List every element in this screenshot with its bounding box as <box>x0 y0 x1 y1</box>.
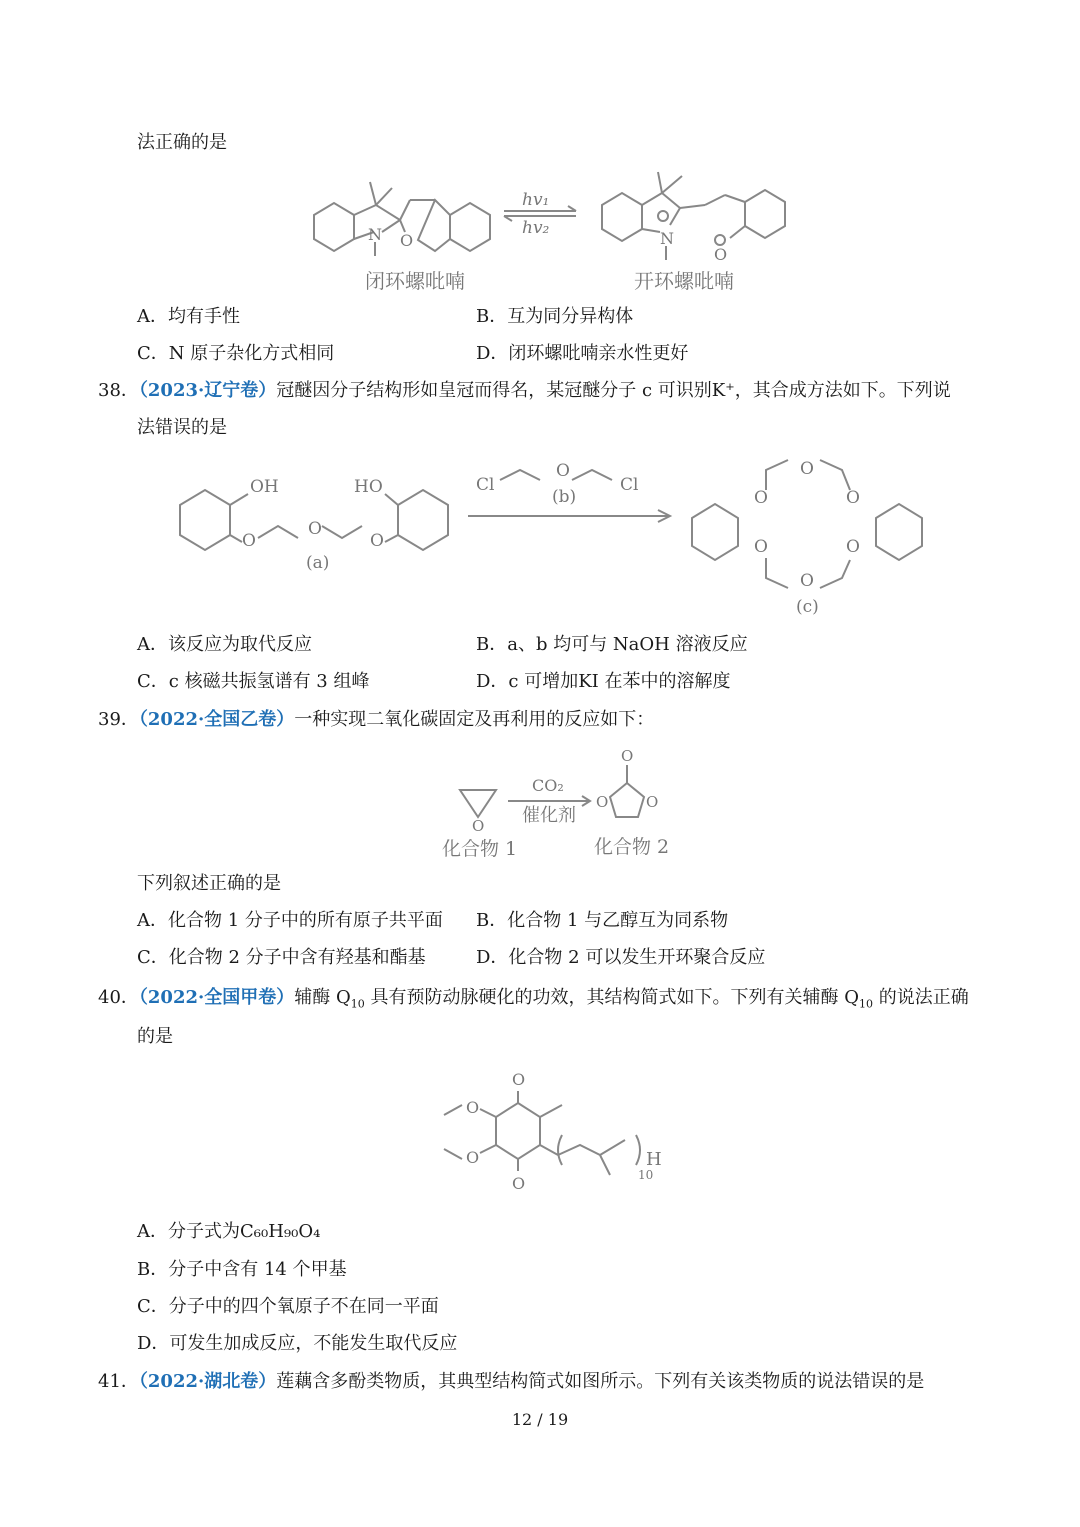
closed-caption: 闭环螺吡喃 <box>365 269 465 293</box>
benzene-ring-open <box>602 193 642 241</box>
atom-o-closed: O <box>400 231 414 250</box>
q40-option-d: D．可发生加成反应，不能发生取代反应 <box>137 1333 458 1354</box>
question-source: （2022·全国乙卷） <box>138 709 295 730</box>
q40-option-c: C．分子中的四个氧原子不在同一平面 <box>137 1296 439 1317</box>
epoxide-ring <box>460 790 496 817</box>
question-source: （2022·湖北卷） <box>138 1371 277 1392</box>
crown-benzene-right <box>876 504 922 560</box>
svg-text:O: O <box>846 488 860 508</box>
question-40-line2: 的是 <box>137 1026 173 1047</box>
svg-text:O: O <box>512 1070 526 1089</box>
arrow-top-label: hv₁ <box>522 190 550 210</box>
svg-text:O: O <box>512 1174 526 1193</box>
compound-2-caption: 化合物 2 <box>594 836 670 858</box>
q37-option-d: D．闭环螺吡喃亲水性更好 <box>476 343 689 364</box>
svg-text:O: O <box>308 519 322 539</box>
q37-option-c: C．N 原子杂化方式相同 <box>137 343 335 364</box>
q39-option-d: D．化合物 2 可以发生开环聚合反应 <box>476 947 766 968</box>
svg-text:O: O <box>370 531 384 551</box>
crown-benzene-left <box>692 504 738 560</box>
q37-option-b: B．互为同分异构体 <box>476 306 634 327</box>
quinone-ring <box>496 1103 540 1159</box>
question-number: 38． <box>98 380 139 401</box>
question-41 <box>98 1370 924 1394</box>
carbonate-ring <box>610 783 644 817</box>
q38-option-b: B．a、b 均可与 NaOH 溶液反应 <box>476 634 748 655</box>
question-number: 39． <box>98 709 139 730</box>
question-text: 一种实现二氧化碳固定及再利用的反应如下： <box>294 709 655 730</box>
q38-option-d: D．c 可增加KI 在苯中的溶解度 <box>476 671 731 692</box>
arrow-bottom-label: hv₂ <box>522 218 550 238</box>
q40-option-a: A．分子式为C₆₀H₉₀O₄ <box>137 1221 321 1242</box>
catechol-ring-right <box>398 490 448 550</box>
repeat-count: 10 <box>638 1168 654 1182</box>
label-a: (a) <box>306 553 330 573</box>
oh-label: OH <box>250 477 279 497</box>
question-text: 莲藕含多酚类物质，其典型结构简式如图所示。下列有关该类物质的说法错误的是 <box>276 1371 925 1392</box>
coenzyme-q10-figure <box>440 1065 680 1195</box>
svg-text:O: O <box>754 488 768 508</box>
question-number: 40． <box>98 987 139 1008</box>
svg-text:O: O <box>472 817 485 835</box>
svg-text:O: O <box>800 571 814 591</box>
label-b: (b) <box>552 487 577 507</box>
atom-o-open: O <box>714 245 728 264</box>
svg-text:O: O <box>846 537 860 557</box>
svg-text:O: O <box>596 793 609 811</box>
q39-stem: 下列叙述正确的是 <box>137 873 281 894</box>
compound-1-caption: 化合物 1 <box>442 838 518 860</box>
question-source: （2022·全国甲卷） <box>138 987 295 1008</box>
catechol-ring-left <box>180 490 230 550</box>
reagent-label: CO₂ <box>532 776 564 795</box>
atom-n-open: N <box>660 229 674 248</box>
svg-text:O: O <box>646 793 659 811</box>
q39-option-b: B．化合物 1 与乙醇互为同系物 <box>476 910 729 931</box>
q38-option-c: C．c 核磁共振氢谱有 3 组峰 <box>137 671 370 692</box>
atom-n-closed: N <box>368 225 382 244</box>
q39-option-c: C．化合物 2 分子中含有羟基和酯基 <box>137 947 426 968</box>
co2-fixation-figure <box>440 745 690 860</box>
benzene-ring-pyran <box>450 203 490 251</box>
q40-option-b: B．分子中含有 14 个甲基 <box>137 1259 347 1280</box>
ho-label: HO <box>354 477 383 497</box>
q37-option-a: A．均有手性 <box>137 306 240 327</box>
phenoxide-ring <box>745 190 785 238</box>
q38-option-a: A．该反应为取代反应 <box>137 634 312 655</box>
svg-text:O: O <box>754 537 768 557</box>
label-c: (c) <box>796 597 819 617</box>
svg-text:O: O <box>556 461 570 481</box>
spiropyran-figure <box>300 160 820 300</box>
cl-left: Cl <box>476 475 495 495</box>
question-source: （2023·辽宁卷） <box>138 380 277 401</box>
question-37-stem-tail: 法正确的是 <box>137 132 227 153</box>
q39-option-a: A．化合物 1 分子中的所有原子共平面 <box>137 910 443 931</box>
question-40: 40．（2022·全国甲卷）辅酶 $Q_{10}$ 具有预防动脉硬化的功效，其结构简式如下。下列有关辅酶 $Q_{10}$ 的说法正确 <box>98 987 969 1011</box>
svg-text:O: O <box>466 1098 480 1117</box>
open-caption: 开环螺吡喃 <box>634 269 734 293</box>
page-number: 12 / 19 <box>511 1410 569 1429</box>
svg-text:O: O <box>800 459 814 479</box>
question-38-line2: 法错误的是 <box>137 417 227 438</box>
h-label: H <box>646 1149 662 1170</box>
question-number: 41． <box>98 1371 139 1392</box>
o-label: O <box>242 531 256 551</box>
benzene-ring-left <box>314 203 354 251</box>
svg-text:O: O <box>466 1148 480 1167</box>
crown-ether-synthesis-figure <box>170 450 940 620</box>
question-39 <box>98 708 654 732</box>
question-38 <box>98 379 951 403</box>
cl-right: Cl <box>620 475 639 495</box>
question-text: 冠醚因分子结构形如皇冠而得名，某冠醚分子 c 可识别K⁺，其合成方法如下。下列说 <box>276 380 951 401</box>
svg-text:O: O <box>621 747 634 765</box>
catalyst-label: 催化剂 <box>522 805 576 826</box>
